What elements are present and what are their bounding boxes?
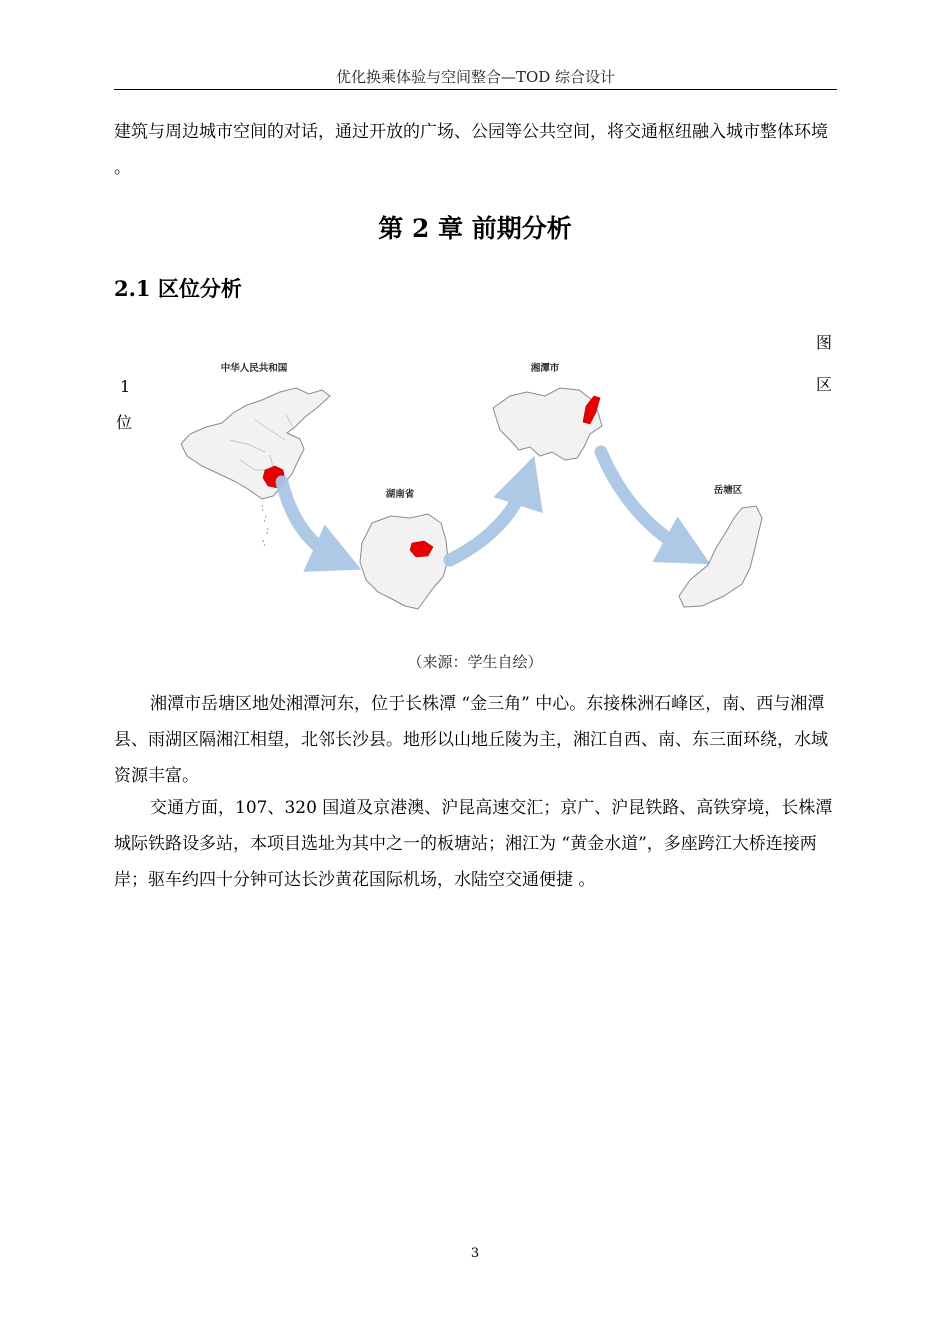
hunan-xiangtan-highlight xyxy=(410,541,433,557)
china-hunan-highlight xyxy=(263,466,285,488)
page-header: 优化换乘体验与空间整合—TOD 综合设计 xyxy=(335,68,616,86)
body-paragraph-location: 湘潭市岳塘区地处湘潭河东，位于长株潭 “金三角” 中心。东接株洲石峰区，南、西与湘潭县、雨湖区隔湘江相望，北邻长沙县。地形以山地丘陵为主，湘江自西、南、东三面环绕，水域资源丰富。 xyxy=(114,694,828,786)
china-outline xyxy=(181,388,330,499)
label-yuetang: 岳塘区 xyxy=(713,485,743,496)
figure-caption: （来源：学生自绘） xyxy=(407,653,543,671)
figure-side-label-left-1: 1 xyxy=(120,377,131,396)
hunan-map xyxy=(360,488,448,609)
hunan-outline xyxy=(360,514,448,609)
xiangtan-map xyxy=(493,362,602,460)
figure-side-label-right-2: 区 xyxy=(816,375,833,394)
china-province-lines xyxy=(230,415,295,475)
section-title: 2.1 区位分析 xyxy=(114,276,242,301)
figure-side-label-left-2: 位 xyxy=(116,413,133,432)
arrow-china-to-hunan xyxy=(282,482,340,560)
arrow-xiangtan-to-yuetang xyxy=(601,452,690,553)
label-xiangtan: 湘潭市 xyxy=(530,363,560,374)
yuetang-outline xyxy=(679,506,762,607)
label-china: 中华人民共和国 xyxy=(220,363,288,374)
body-paragraph-transport: 交通方面，107、320 国道及京港澳、沪昆高速交汇；京广、沪昆铁路、高铁穿境，长株潭城际铁路设多站，本项目选址为其中之一的板塘站；湘江为 “黄金水道”，多座跨江大桥连接两岸；驱车约四十分钟可达长沙黄花国际机场，水陆空交通便捷 。 xyxy=(114,798,833,890)
xiangtan-yuetang-highlight xyxy=(583,396,600,424)
xiangtan-outline xyxy=(493,388,602,460)
arrow-hunan-to-xiangtan xyxy=(450,478,527,560)
yuetang-map xyxy=(679,484,762,607)
page-number: 3 xyxy=(470,1246,480,1261)
china-south-sea-islands xyxy=(262,505,268,547)
label-hunan: 湖南省 xyxy=(385,489,415,500)
intro-paragraph: 建筑与周边城市空间的对话，通过开放的广场、公园等公共空间，将交通枢纽融入城市整体环境 。 xyxy=(114,122,828,178)
figure-side-label-right-1: 图 xyxy=(816,333,833,352)
china-map xyxy=(181,362,330,547)
header-rule xyxy=(114,89,837,90)
chapter-title: 第 2 章 前期分析 xyxy=(378,214,572,243)
